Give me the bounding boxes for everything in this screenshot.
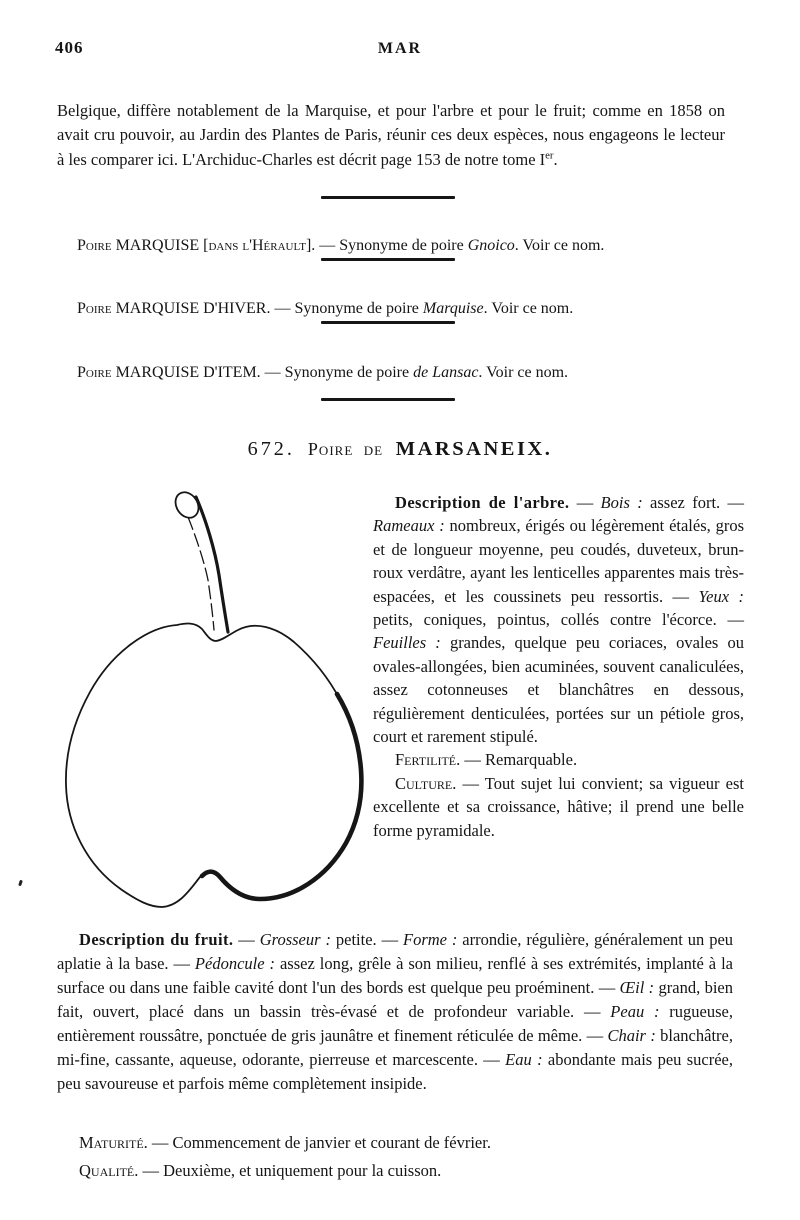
text-segment: . Voir ce nom. — [483, 300, 574, 317]
text-segment: MARQUISE [ — [111, 237, 209, 254]
text-segment: . — Tout sujet lui convient; sa vigueur est excellente et sa croissance, hâtive; il prend une belle forme pyramidale. — [373, 773, 744, 840]
text-segment: Forme : — [402, 930, 458, 949]
synonym-entry-marquise-ditem — [57, 362, 733, 383]
stem-tip-ellipse — [171, 488, 203, 522]
text-segment: er — [545, 149, 554, 161]
text-segment: Culture — [395, 773, 453, 793]
text-segment: Qualité — [79, 1161, 135, 1180]
text-segment: Peau : — [610, 1002, 660, 1021]
text-segment: assez fort. — — [642, 493, 744, 512]
text-segment: . — Deuxième, et uniquement pour la cuisson. — [134, 1161, 442, 1180]
text-segment: . — [553, 149, 558, 169]
intro-paragraph — [57, 99, 725, 173]
text-segment: Chair : — [607, 1026, 656, 1045]
separator-rule — [321, 398, 455, 401]
ink-speck — [18, 880, 23, 887]
tree-description-column — [373, 491, 744, 842]
text-segment: Description du fruit. — [79, 930, 234, 949]
fertility-line — [373, 748, 744, 771]
text-segment: Poire — [77, 300, 112, 317]
text-segment: arrondie, régulière, généralement un peu aplatie à la base. — — [57, 930, 734, 973]
text-segment: ]. — Synonyme de poire — [305, 237, 468, 254]
text-segment: Fertilité — [395, 750, 457, 770]
text-segment: dans l'Hérault — [208, 237, 306, 254]
entry-heading — [0, 438, 800, 461]
text-segment: abondante mais peu sucrée, peu savoureuse et parfois même complètement insipide. — [57, 1050, 733, 1093]
page-number: 406 — [55, 38, 84, 57]
text-segment: Poire — [77, 237, 112, 254]
text-segment: petits, coniques, pointus, collés contre l'écorce. — — [373, 610, 744, 630]
text-segment: Gnoico — [467, 237, 515, 254]
text-segment: Eau : — [505, 1050, 543, 1069]
text-segment: Belgique, diffère notablement de la Marquise, et pour l'arbre et pour le fruit; comme en 1858 on avait cru pouvoir, au Jardin des Plantes de Paris, réunir ces deux espèces, nous engageons le lecteur à les comparer ici. L'Archiduc-Charles est décrit page 153 de notre tome I — [57, 100, 725, 169]
fruit-description-paragraph — [57, 928, 733, 1096]
fruit-shading-path — [202, 694, 361, 899]
text-segment: MARQUISE D'ITEM. — Synonyme de poire — [111, 364, 414, 381]
text-segment: Grosseur : — [259, 930, 331, 949]
text-segment: grandes, quelque peu coriaces, ovales ou ovales-allongées, bien acuminées, souvent canaliculées, assez cotonneuses et blanchâtres en dessous, régulièrement denticulées, portées sur un pétiole gros, court et rarement stipulé. — [373, 633, 744, 747]
text-segment: . Voir ce nom. — [514, 237, 605, 254]
text-segment: . — Commencement de janvier et courant de février. — [143, 1133, 491, 1152]
text-segment: MARSANEIX. — [383, 438, 553, 460]
text-segment: rugueuse, entièrement roussâtre, ponctuée de gris jaunâtre et finement réticulée de même. — — [57, 1002, 733, 1045]
text-segment: MARQUISE D'HIVER. — Synonyme de poire — [111, 300, 423, 317]
text-segment: assez long, grêle à son milieu, renflé à ses extrémités, implanté à la surface ou dans une faible cavité dont l'un des bords est quelque peu proéminent. — — [57, 954, 733, 997]
text-segment: de Lansac — [413, 364, 479, 381]
text-segment: Yeux : — [698, 586, 745, 606]
text-segment: Maturité — [79, 1133, 144, 1152]
separator-rule — [321, 196, 455, 199]
text-segment: . — Remarquable. — [456, 750, 578, 770]
text-segment: nombreux, érigés ou légèrement étalés, gros et de longueur moyenne, peu coudés, duveteux, brun-roux verdâtre, ayant les lenticelles apparentes mais très-espacées, et les coussinets peu ressortis. — — [373, 516, 744, 606]
text-segment: Bois : — [600, 493, 643, 512]
quality-line — [57, 1161, 733, 1181]
text-segment: Poire — [77, 364, 112, 381]
text-segment: blanchâtre, mi-fine, cassante, aqueuse, odorante, pierreuse et marcescente. — — [57, 1026, 733, 1069]
text-segment: Œil : — [619, 978, 655, 997]
text-segment: 672. — [247, 438, 308, 460]
pear-illustration — [50, 480, 370, 920]
maturity-line — [57, 1133, 733, 1153]
culture-paragraph — [373, 772, 744, 842]
text-segment: Feuilles : — [373, 633, 441, 653]
text-segment: Poire de — [307, 439, 384, 459]
running-head: MAR — [377, 40, 423, 57]
synonym-entry-marquise-herault — [57, 235, 733, 256]
text-segment: Description de l'arbre. — [395, 493, 570, 512]
text-segment: . Voir ce nom. — [478, 364, 569, 381]
text-segment: Rameaux : — [373, 516, 445, 536]
synonym-entry-marquise-dhiver — [57, 298, 733, 319]
separator-rule — [321, 258, 455, 261]
tree-description-paragraph — [373, 491, 744, 748]
text-segment: Marquise — [422, 300, 484, 317]
separator-rule — [321, 321, 455, 324]
text-segment: — — [569, 493, 601, 512]
fruit-outline-path — [66, 624, 362, 907]
text-segment: — — [233, 930, 260, 949]
text-segment: grand, bien fait, ouvert, placé dans un bassin très-évasé et de profondeur variable. — — [57, 978, 733, 1021]
text-segment: petite. — — [330, 930, 403, 949]
text-segment: Pédoncule : — [194, 954, 276, 973]
